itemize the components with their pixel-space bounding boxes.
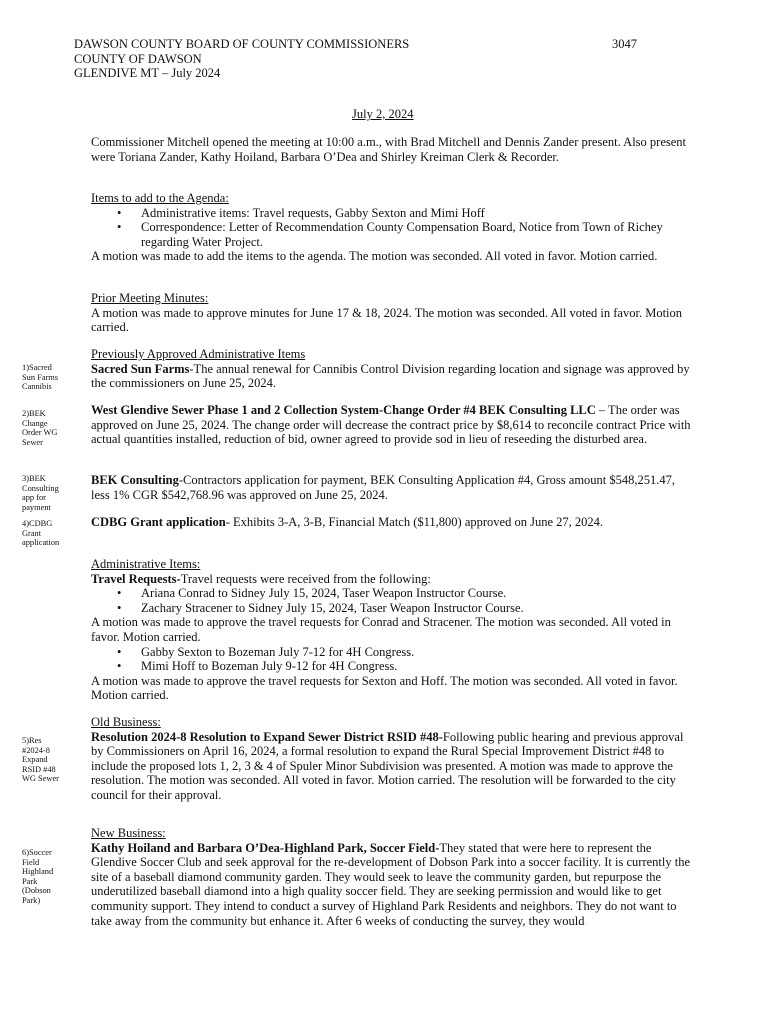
margin-note-line: 6)Soccer <box>22 848 52 857</box>
margin-note-5 <box>22 736 78 784</box>
margin-note-line: RSID #48 <box>22 764 56 774</box>
margin-note-3 <box>22 474 78 512</box>
margin-note-line: payment <box>22 502 51 512</box>
travel-bullet: • Ariana Conrad to Sidney July 15, 2024, Taser Weapon Instructor Course. <box>91 586 691 601</box>
agenda-bullet: • Correspondence: Letter of Recommendation County Compensation Board, Notice from Town of Richey regarding Water Project. <box>91 220 691 249</box>
margin-note-2 <box>22 409 78 447</box>
margin-note-line: Cannibis <box>22 382 52 392</box>
margin-note-line: Expand <box>22 755 48 765</box>
item-title: Sacred Sun Farms <box>91 361 190 376</box>
travel-title: Travel Requests- <box>91 571 181 586</box>
prev-approved-heading: Previously Approved Administrative Items <box>91 347 306 361</box>
item-text: – The order was approved on June 25, 2024. The change order will decrease the contract price by $8,614 to reconcile contract Price with actual quantities installed, reduction of bid, owner agreed to provide sod in lieu of reseeding the disturbed area. <box>91 403 691 447</box>
margin-note-line: #2024-8 <box>22 745 50 755</box>
prior-minutes-section <box>91 291 691 335</box>
margin-note-4 <box>22 519 78 548</box>
margin-note-line: WG Sewer <box>22 774 59 784</box>
sewer-change-order <box>91 403 691 447</box>
travel-bullet: • Gabby Sexton to Bozeman July 7-12 for 4H Congress. <box>91 645 691 660</box>
agenda-motion: A motion was made to add the items to the agenda. The motion was seconded. All voted in favor. Motion carried. <box>91 249 658 264</box>
margin-note-line: Park) <box>22 895 41 905</box>
prev-approved-item-bek <box>91 473 691 502</box>
prior-minutes-text: A motion was made to approve minutes for June 17 & 18, 2024. The motion was seconded. All voted in favor. Motion carried. <box>91 305 683 335</box>
old-business-section <box>91 715 691 803</box>
item-text: -Contractors application for payment, BEK Consulting Application #4, Gross amount $548,251.47, less 1% CGR $542,768.96 was approved on June 25, 2024. <box>91 473 676 502</box>
margin-note-line: application <box>22 538 60 548</box>
travel-motion-2: A motion was made to approve the travel requests for Sexton and Hoff. The motion was seconded. All voted in favor. Motion carried. <box>91 673 678 703</box>
prev-approved-section <box>91 347 691 391</box>
admin-items-section <box>91 557 691 703</box>
margin-note-line: Consulting <box>22 483 59 493</box>
travel-list-2 <box>91 645 691 674</box>
travel-list-1 <box>91 586 691 615</box>
margin-note-line: Sun Farms <box>22 372 59 382</box>
item-text: -The annual renewal for Cannibis Control Division regarding location and signage was approved by the commissioners on June 25, 2024. <box>91 361 690 391</box>
travel-text: Travel requests were received from the following: <box>180 571 431 586</box>
item-title: CDBG Grant application <box>91 515 226 529</box>
agenda-list <box>91 206 691 250</box>
margin-note-line: Order WG <box>22 428 58 438</box>
travel-motion-1: A motion was made to approve the travel requests for Conrad and Stracener. The motion was seconded. All voted in favor. Motion carried. <box>91 615 671 644</box>
page-number: 3047 <box>612 37 637 51</box>
margin-note-line: 3)BEK <box>22 474 46 483</box>
margin-note-line: 2)BEK <box>22 409 46 418</box>
agenda-bullet: • Administrative items: Travel requests, Gabby Sexton and Mimi Hoff <box>91 206 691 221</box>
new-business-heading: New Business: <box>91 826 166 840</box>
item-title: BEK Consulting <box>91 473 179 487</box>
resolution-text: Following public hearing and previous approval by Commissioners on April 16, 2024, a formal resolution to expand the Rural Special Improvement District #48 to include the proposed lots 1, 2, 3 & 4 of Spuler Minor Subdivision was presented. A motion was made to approve the resolution. The motion was seconded. All voted in favor. Motion carried. The resolution will be forwarded to the city council for their approval. <box>91 729 684 802</box>
travel-bullet: • Mimi Hoff to Bozeman July 9-12 for 4H Congress. <box>91 659 691 674</box>
admin-items-heading: Administrative Items: <box>91 557 201 571</box>
margin-note-1 <box>22 363 78 392</box>
header-board-name: DAWSON COUNTY BOARD OF COUNTY COMMISSIONERS <box>74 37 410 51</box>
travel-bullet: • Zachary Stracener to Sidney July 15, 2024, Taser Weapon Instructor Course. <box>91 601 691 616</box>
margin-note-line: Highland <box>22 867 54 877</box>
margin-note-line: Grant <box>22 528 42 538</box>
margin-note-line: app for <box>22 493 46 503</box>
header-location-date: GLENDIVE MT – July 2024 <box>74 66 221 80</box>
margin-note-line: 1)Sacred <box>22 363 52 372</box>
cdbg-grant <box>91 515 691 530</box>
old-business-heading: Old Business: <box>91 715 161 729</box>
agenda-heading: Items to add to the Agenda: <box>91 191 229 205</box>
document-header <box>74 37 409 81</box>
prev-approved-item-sacred-sun <box>91 362 691 391</box>
item-text: - Exhibits 3-A, 3-B, Financial Match ($11,800) approved on June 27, 2024. <box>225 515 604 529</box>
margin-note-line: (Dobson <box>22 886 51 896</box>
margin-note-line: Park <box>22 876 38 886</box>
margin-note-line: Sewer <box>22 437 43 447</box>
margin-note-6 <box>22 848 78 906</box>
travel-requests-intro <box>91 572 691 587</box>
prior-minutes-heading: Prior Meeting Minutes: <box>91 291 209 305</box>
resolution-title: Resolution 2024-8 Resolution to Expand Sewer District RSID #48- <box>91 729 443 744</box>
item-title: West Glendive Sewer Phase 1 and 2 Collection System-Change Order #4 BEK Consulting LLC <box>91 403 596 417</box>
soccer-title: Kathy Hoiland and Barbara O’Dea-Highland Park, Soccer Field- <box>91 840 440 855</box>
agenda-section <box>91 191 691 264</box>
old-business-resolution <box>91 730 691 803</box>
soccer-text: They stated that were here to represent the Glendive Soccer Club and seek approval for the re-development of Dobson Park into a soccer facility. It is currently the site of a baseball diamond community garden. They would seek to leave the community garden, but repurpose the underutilized baseball diamond into a high quality soccer field. They are seeking permission and would like to get community support. They intend to conduct a survey of Highland Park Residents and neighbors. They do not want to take away from the community but enhance it. After 6 weeks of conducting the survey, they would <box>91 840 690 928</box>
margin-note-line: Change <box>22 418 48 428</box>
prev-approved-item-sewer <box>91 403 691 447</box>
opening-paragraph <box>91 135 691 164</box>
margin-note-line: Field <box>22 857 40 867</box>
bek-payment <box>91 473 691 502</box>
prev-approved-item-cdbg <box>91 515 691 530</box>
new-business-soccer <box>91 841 691 929</box>
header-county: COUNTY OF DAWSON <box>74 51 202 66</box>
margin-note-line: 5)Res <box>22 736 42 745</box>
opening-text: Commissioner Mitchell opened the meeting at 10:00 a.m., with Brad Mitchell and Dennis Zander present. Also present were Toriana Zander, Kathy Hoiland, Barbara O’Dea and Shirley Kreiman Clerk & Recorder. <box>91 135 687 164</box>
meeting-date: July 2, 2024 <box>352 107 414 121</box>
new-business-section <box>91 826 691 928</box>
margin-note-line: 4)CDBG <box>22 519 53 528</box>
